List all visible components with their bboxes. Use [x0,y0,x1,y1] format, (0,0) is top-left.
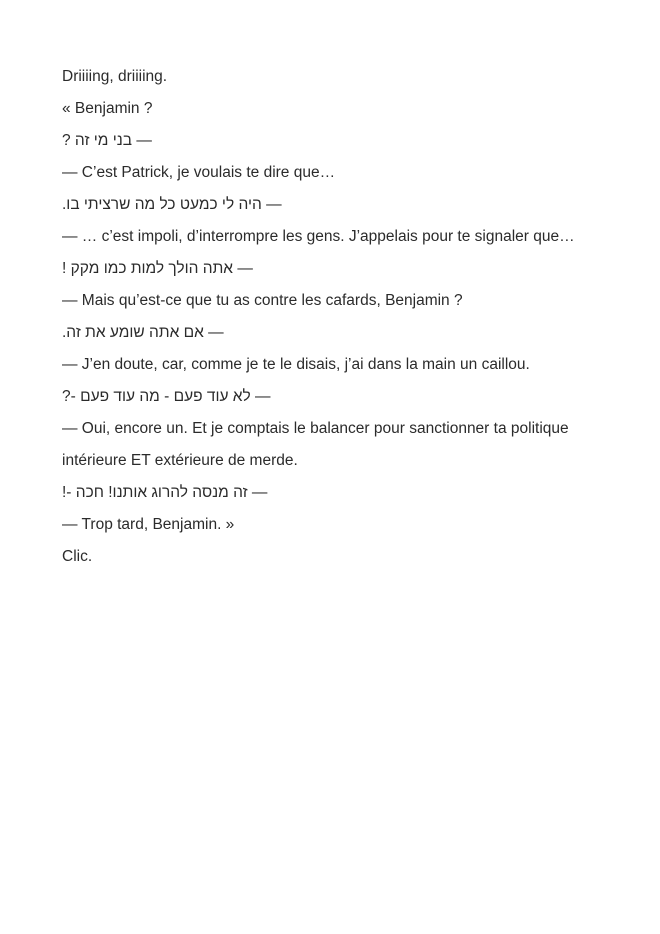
text-line: — היה לי כמעט כל מה שרציתי בו. [62,196,282,213]
text-line: — C’est Patrick, je voulais te dire que… [62,164,336,181]
text-line: — … c’est impoli, d’interrompre les gens. J’appelais pour te signaler que… [62,228,575,245]
text-line: — J’en doute, car, comme je te le disais, j’ai dans la main un caillou. [62,356,530,373]
text-line: — Trop tard, Benjamin. » [62,516,235,533]
text-line: Clic. [62,548,93,565]
text-line: « Benjamin ? [62,100,153,117]
text-line: — Oui, encore un. Et je comptais le balancer pour sanctionner ta politique intérieure ET extérieure de merde. [62,420,569,469]
text-line: — אתה הולך למות כמו מקק ! [62,260,253,277]
text-line: — לא עוד פעם - מה עוד פעם -? [62,388,271,405]
text-line: — זה מנסה להרוג אותנו! חכה -! [62,484,268,501]
dialogue-text [62,61,622,573]
text-line: Driiiing, driiiing. [62,68,168,85]
text-line: — Mais qu’est-ce que tu as contre les cafards, Benjamin ? [62,292,463,309]
text-line: — אם אתה שומע את זה. [62,324,224,341]
text-line: — בני מי זה ? [62,132,152,149]
